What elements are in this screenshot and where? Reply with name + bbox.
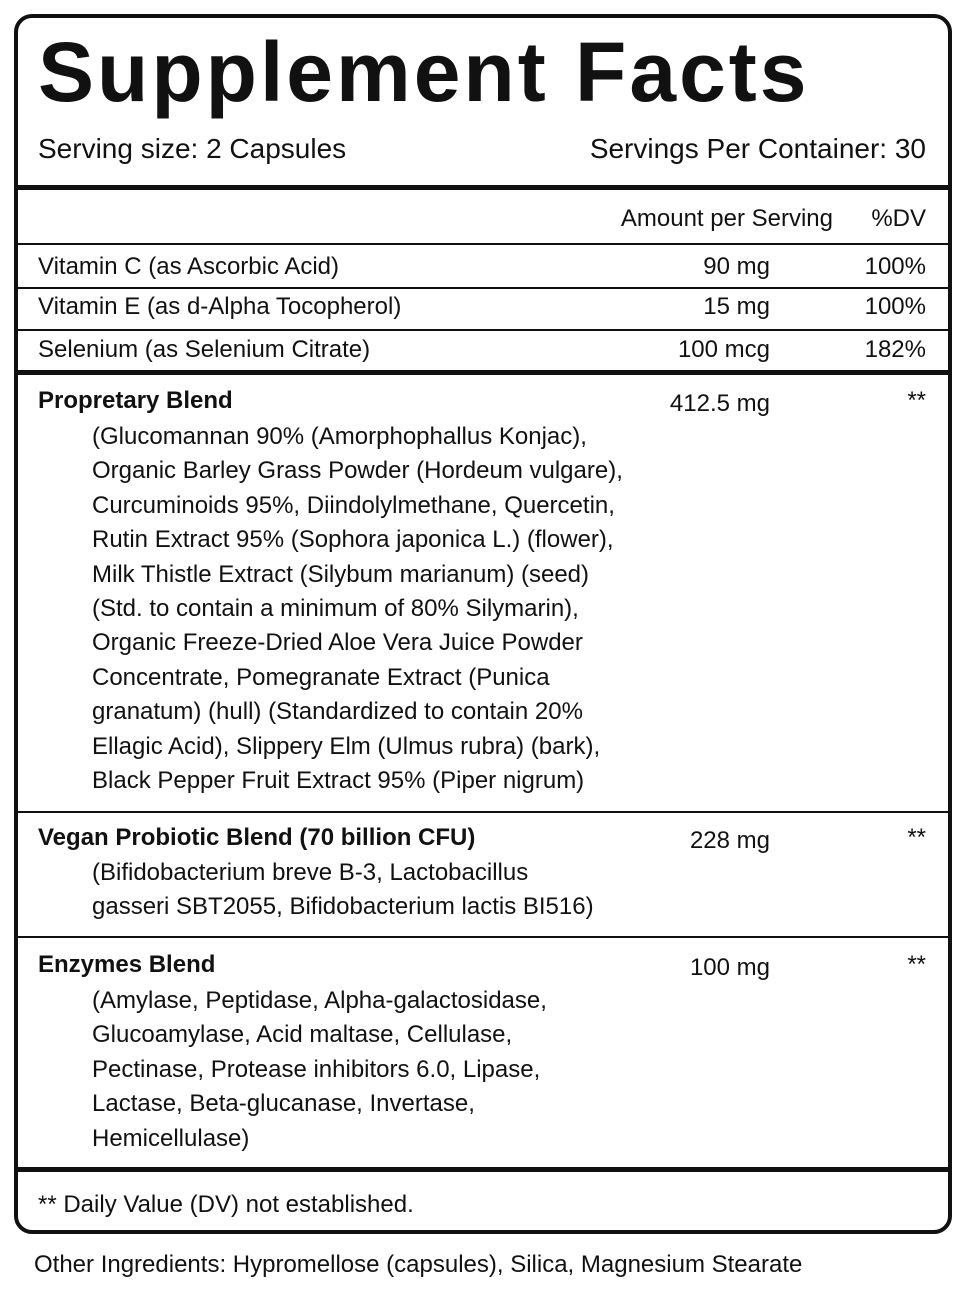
nutrient-dv: 100% (864, 253, 926, 280)
page-title: Supplement Facts (38, 25, 810, 119)
nutrient-amount: 90 mg (703, 253, 770, 280)
nutrient-amount: 15 mg (703, 293, 770, 320)
ingredient-line: Lactase, Beta-glucanase, Invertase, (92, 1090, 475, 1118)
divider (18, 370, 948, 375)
blend-name: Enzymes Blend (38, 951, 216, 978)
divider (18, 1167, 948, 1172)
serving-size: Serving size: 2 Capsules (38, 133, 347, 164)
ingredient-line: Ellagic Acid), Slippery Elm (Ulmus rubra) (bark), (92, 732, 601, 760)
blend-dv: ** (907, 824, 926, 851)
blend-amount: 412.5 mg (669, 390, 770, 417)
nutrient-name: Vitamin C (as Ascorbic Acid) (38, 253, 339, 280)
supplement-facts-panel (14, 14, 952, 1234)
dv-footnote: ** Daily Value (DV) not established. (38, 1191, 414, 1218)
ingredient-line: (Bifidobacterium breve B-3, Lactobacillus (92, 859, 529, 886)
ingredient-line: Black Pepper Fruit Extract 95% (Piper nigrum) (92, 767, 585, 795)
divider (18, 287, 948, 289)
divider (18, 811, 948, 813)
blend-ingredients (92, 984, 547, 1156)
blend-name: Vegan Probiotic Blend (70 billion CFU) (38, 824, 476, 851)
divider (18, 936, 948, 938)
blend-dv: ** (907, 387, 926, 414)
blend-name: Propretary Blend (38, 387, 233, 414)
blend-dv: ** (907, 951, 926, 978)
column-header-dv: %DV (871, 205, 926, 232)
ingredient-line: (Std. to contain a minimum of 80% Silymarin), (92, 595, 579, 623)
nutrient-dv: 182% (864, 336, 926, 363)
divider (18, 243, 948, 245)
ingredient-line: Milk Thistle Extract (Silybum marianum) (seed) (92, 560, 590, 588)
ingredient-line: Hemicellulase) (92, 1124, 250, 1152)
ingredient-line: Organic Barley Grass Powder (Hordeum vulgare), (92, 457, 623, 485)
nutrient-name: Selenium (as Selenium Citrate) (38, 336, 371, 363)
divider (18, 185, 948, 190)
ingredient-line: Glucoamylase, Acid maltase, Cellulase, (92, 1021, 513, 1049)
blend-amount: 100 mg (689, 954, 770, 981)
ingredient-line: granatum) (hull) (Standardized to contain 20% (92, 698, 583, 726)
ingredient-line: Organic Freeze-Dried Aloe Vera Juice Powder (92, 629, 583, 657)
blend-ingredients (92, 420, 623, 798)
blend-ingredients (92, 856, 594, 925)
ingredient-line: Pectinase, Protease inhibitors 6.0, Lipase, (92, 1055, 541, 1083)
ingredient-line: (Amylase, Peptidase, Alpha-galactosidase, (92, 987, 547, 1014)
ingredient-line: Rutin Extract 95% (Sophora japonica L.) (flower), (92, 526, 614, 554)
ingredient-line: (Glucomannan 90% (Amorphophallus Konjac), (92, 423, 587, 450)
servings-per-container: Servings Per Container: 30 (589, 133, 926, 164)
nutrient-name: Vitamin E (as d-Alpha Tocopherol) (38, 293, 402, 320)
ingredient-line: gasseri SBT2055, Bifidobacterium lactis BI516) (92, 893, 594, 921)
nutrient-amount: 100 mcg (677, 336, 770, 363)
blend-amount: 228 mg (689, 827, 770, 854)
ingredient-line: Concentrate, Pomegranate Extract (Punica (92, 663, 550, 691)
column-header-amount: Amount per Serving (620, 205, 833, 232)
divider (18, 329, 948, 331)
other-ingredients: Other Ingredients: Hypromellose (capsules), Silica, Magnesium Stearate (34, 1251, 803, 1278)
ingredient-line: Curcuminoids 95%, Diindolylmethane, Quercetin, (92, 491, 615, 519)
nutrient-dv: 100% (864, 293, 926, 320)
